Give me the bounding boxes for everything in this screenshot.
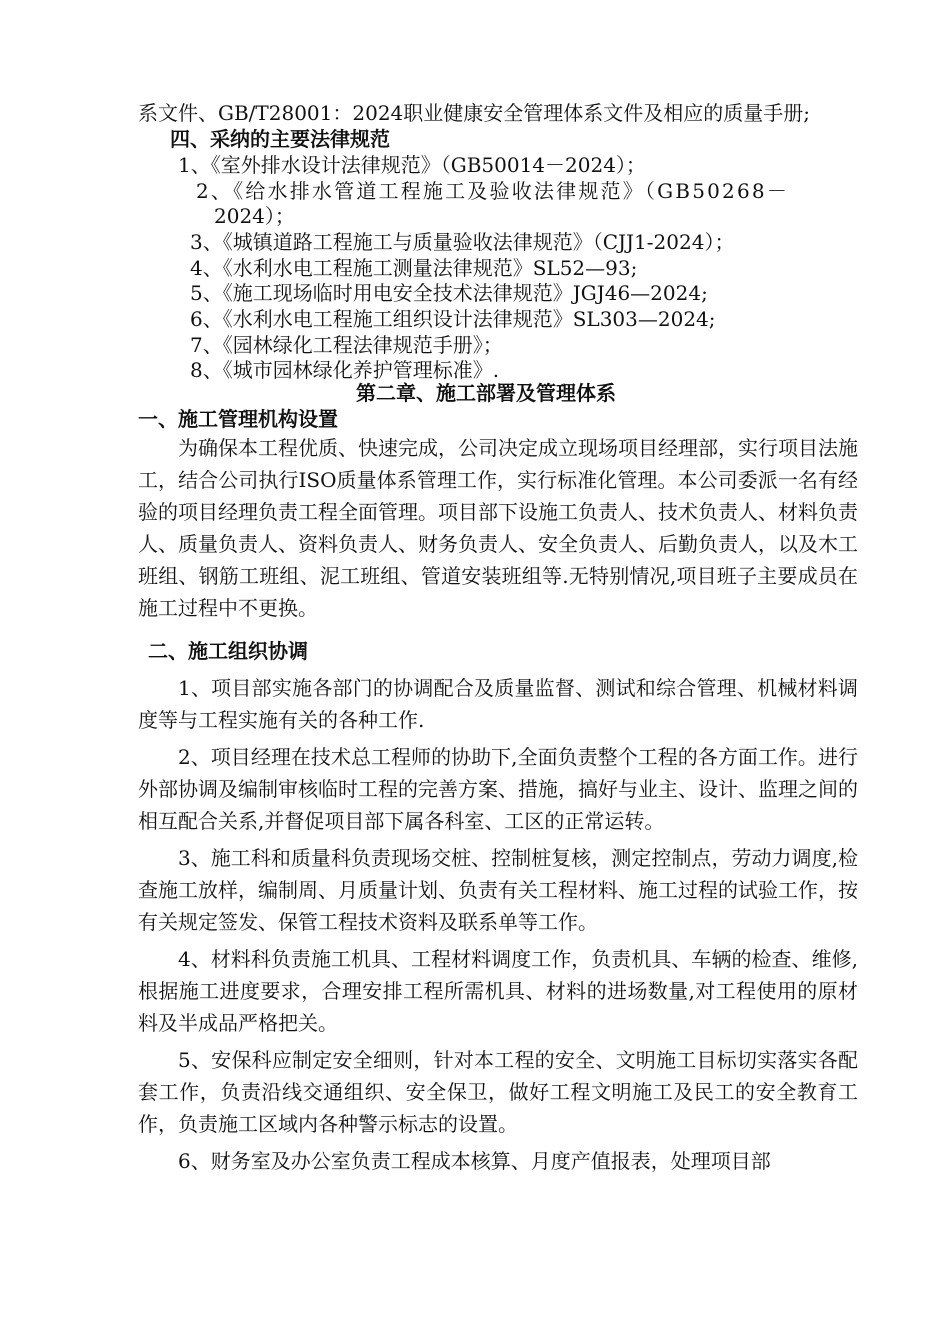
paragraph: 3、施工科和质量科负责现场交桩、控制桩复核，测定控制点，劳动力调度,检查施工放样，编制周、月质量计划、负责有关工程材料、施工过程的试验工作，按有关规定签发、保管工程技术资料及联系单等工作。 [138,846,858,934]
paragraph: 1、项目部实施各部门的协调配合及质量监督、测试和综合管理、机械材料调度等与工程实施有关的各种工作. [138,676,858,732]
body-text [138,672,858,1177]
law-item-continued: 2024）； [214,204,295,228]
section-heading: 二、施工组织协调 [148,639,308,663]
law-item: 8、《城市园林绿化养护管理标准》. [190,358,500,382]
continued-line: 系文件、GB/T28001：2024职业健康安全管理体系文件及相应的质量手册; [138,101,811,125]
law-item: 6、《水利水电工程施工组织设计法律规范》SL303—2024; [190,307,716,331]
law-item: 7、《园林绿化工程法律规范手册》； [190,333,503,357]
chapter-title: 第二章、施工部署及管理体系 [356,381,616,405]
law-item: 4、《水利水电工程施工测量法律规范》SL52—93; [190,256,638,280]
body-text [138,432,858,624]
paragraph: 6、财务室及办公室负责工程成本核算、月度产值报表，处理项目部 [178,1149,771,1173]
paragraph: 2、项目经理在技术总工程师的协助下,全面负责整个工程的各方面工作。进行外部协调及编制审核临时工程的完善方案、措施，搞好与业主、设计、监理之间的相互配合关系,并督促项目部下属各科室、工区的正常运转。 [138,745,858,833]
paragraph: 4、材料科负责施工机具、工程材料调度工作，负责机具、车辆的检查、维修,根据施工进度要求，合理安排工程所需机具、材料的进场数量,对工程使用的原材料及半成品严格把关。 [138,947,858,1035]
law-item: 3、《城镇道路工程施工与质量验收法律规范》（CJJ1-2024）； [190,230,735,254]
paragraph: 5、安保科应制定安全细则，针对本工程的安全、文明施工目标切实落实各配套工作，负责沿线交通组织、安全保卫，做好工程文明施工及民工的安全教育工作，负责施工区域内各种警示标志的设置。 [138,1048,858,1136]
section-heading: 一、施工管理机构设置 [138,407,338,431]
law-item: 5、《施工现场临时用电安全技术法律规范》JGJ46—2024; [190,281,708,305]
law-item: 1、《室外排水设计法律规范》（GB50014－2024）； [178,153,646,177]
law-item: 2、《给水排水管道工程施工及验收法律规范》（GB50268－ [196,179,790,203]
paragraph: 为确保本工程优质、快速完成，公司决定成立现场项目经理部，实行项目法施工，结合公司执行ISO质量体系管理工作，实行标准化管理。本公司委派一名有经验的项目经理负责工程全面管理。项目部下设施工负责人、技术负责人、材料负责人、质量负责人、资料负责人、财务负责人、安全负责人、后勤负责人，以及木工班组、钢筋工班组、泥工班组、管道安装班组等.无特别情况,项目班子主要成员在施工过程中不更换。 [138,436,858,620]
section-heading-laws: 四、采纳的主要法律规范 [170,127,390,151]
